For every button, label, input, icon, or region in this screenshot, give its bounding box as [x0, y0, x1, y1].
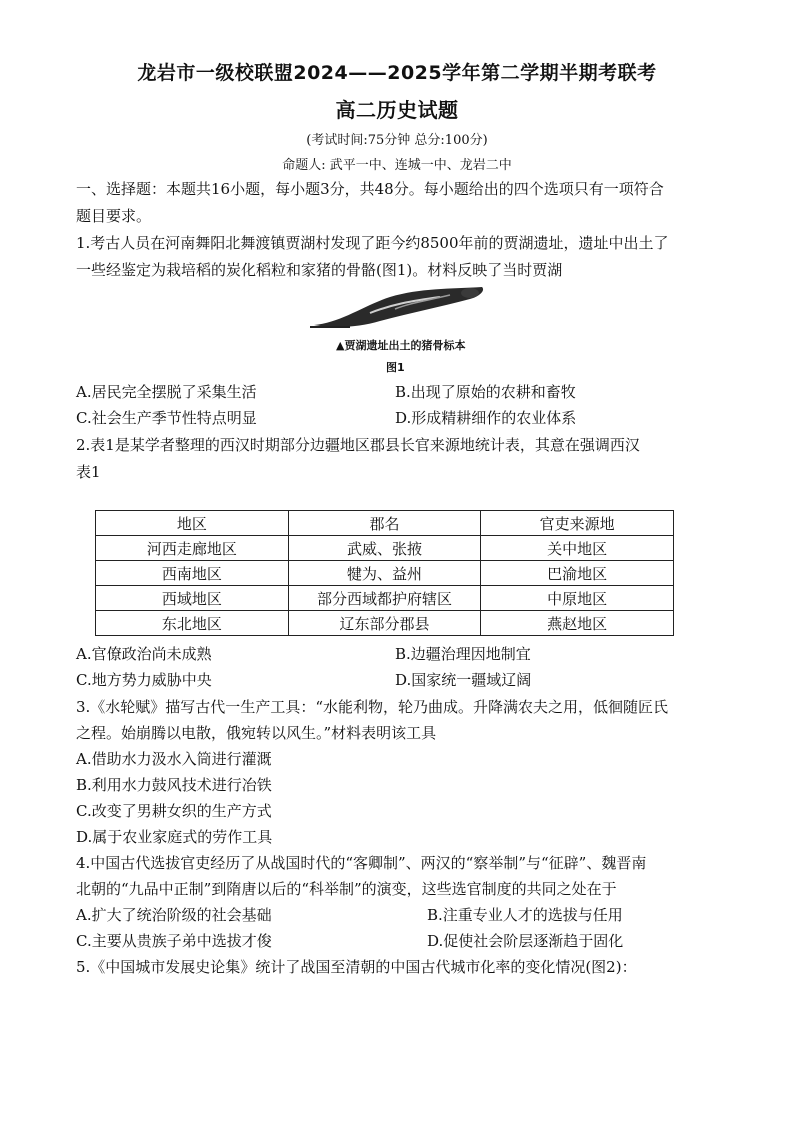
- table-cell: 西南地区: [96, 561, 289, 586]
- table-cell: 河西走廊地区: [96, 536, 289, 561]
- q2-option-a: A.官僚政治尚未成熟: [76, 645, 212, 663]
- exam-info: (考试时间:75分钟 总分:100分): [306, 133, 488, 148]
- q2-table-label: 表1: [76, 463, 101, 481]
- q5-stem-line1: 5.《中国城市发展史论集》统计了战国至清朝的中国古代城市化率的变化情况(图2)：: [76, 958, 637, 976]
- q1-option-d: D.形成精耕细作的农业体系: [395, 409, 577, 427]
- exam-subject-title: 高二历史试题: [335, 98, 459, 122]
- exam-title: 龙岩市一级校联盟2024——2025学年第二学期半期考联考: [137, 62, 657, 84]
- q4-option-d: D.促使社会阶层逐渐趋于固化: [427, 932, 624, 950]
- q3-stem-line2: 之程。始崩腾以电散，俄宛转以风生。”材料表明该工具: [76, 724, 437, 742]
- table-header-cell: 地区: [96, 511, 289, 536]
- q3-option-a: A.借助水力汲水入筒进行灌溉: [76, 750, 272, 768]
- section-intro-line2: 题目要求。: [76, 207, 152, 225]
- table-cell: 部分西域都护府辖区: [288, 586, 481, 611]
- pig-bone-image: [310, 283, 490, 333]
- q1-option-c: C.社会生产季节性特点明显: [76, 409, 257, 427]
- q4-option-a: A.扩大了统治阶级的社会基础: [76, 906, 272, 924]
- table-cell: 武威、张掖: [288, 536, 481, 561]
- q3-option-d: D.属于农业家庭式的劳作工具: [76, 828, 273, 846]
- table-header-row: [96, 511, 674, 536]
- table-row: [96, 561, 674, 586]
- q4-stem-line2: 北朝的“九品中正制”到隋唐以后的“科举制”的演变，这些选官制度的共同之处在于: [76, 880, 617, 898]
- q2-option-c: C.地方势力威胁中央: [76, 671, 212, 689]
- q3-option-b: B.利用水力鼓风技术进行冶铁: [76, 776, 272, 794]
- q4-option-c: C.主要从贵族子弟中选拔才俊: [76, 932, 272, 950]
- q1-stem-line1: 1.考古人员在河南舞阳北舞渡镇贾湖村发现了距今约8500年前的贾湖遗址，遗址中出土了: [76, 234, 669, 252]
- table-cell: 东北地区: [96, 611, 289, 636]
- table-cell: 中原地区: [481, 586, 674, 611]
- q4-stem-line1: 4.中国古代选拔官吏经历了从战国时代的“客卿制”、两汉的“察举制”与“征辟”、魏晋南: [76, 854, 647, 872]
- table-header-cell: 郡名: [288, 511, 481, 536]
- q2-option-d: D.国家统一疆域辽阔: [395, 671, 532, 689]
- q3-option-c: C.改变了男耕女织的生产方式: [76, 802, 272, 820]
- figure1-caption: ▲贾湖遗址出土的猪骨标本: [336, 339, 466, 352]
- q2-table: [95, 510, 674, 636]
- table-cell: 巴渝地区: [481, 561, 674, 586]
- table-cell: 辽东部分郡县: [288, 611, 481, 636]
- q3-stem-line1: 3.《水轮赋》描写古代一生产工具：“水能利物，轮乃曲成。升降满农夫之用，低徊随匠氏: [76, 698, 668, 716]
- q4-option-b: B.注重专业人才的选拔与任用: [427, 906, 623, 924]
- table-row: [96, 586, 674, 611]
- exam-setters: 命题人: 武平一中、连城一中、龙岩二中: [282, 158, 512, 173]
- q1-stem-line2: 一些经鉴定为栽培稻的炭化稻粒和家猪的骨骼(图1)。材料反映了当时贾湖: [76, 261, 563, 279]
- figure1-label: 图1: [386, 361, 405, 374]
- table-row: [96, 536, 674, 561]
- q1-option-b: B.出现了原始的农耕和畜牧: [395, 383, 576, 401]
- table-cell: 西域地区: [96, 586, 289, 611]
- section-intro-line1: 一、选择题：本题共16小题，每小题3分，共48分。每小题给出的四个选项只有一项符合: [76, 180, 664, 198]
- q2-stem-line1: 2.表1是某学者整理的西汉时期部分边疆地区郡县长官来源地统计表，其意在强调西汉: [76, 436, 640, 454]
- table-cell: 燕赵地区: [481, 611, 674, 636]
- q1-option-a: A.居民完全摆脱了采集生活: [76, 383, 257, 401]
- q2-option-b: B.边疆治理因地制宜: [395, 645, 531, 663]
- table-cell: 犍为、益州: [288, 561, 481, 586]
- table-header-cell: 官吏来源地: [481, 511, 674, 536]
- table-row: [96, 611, 674, 636]
- table-cell: 关中地区: [481, 536, 674, 561]
